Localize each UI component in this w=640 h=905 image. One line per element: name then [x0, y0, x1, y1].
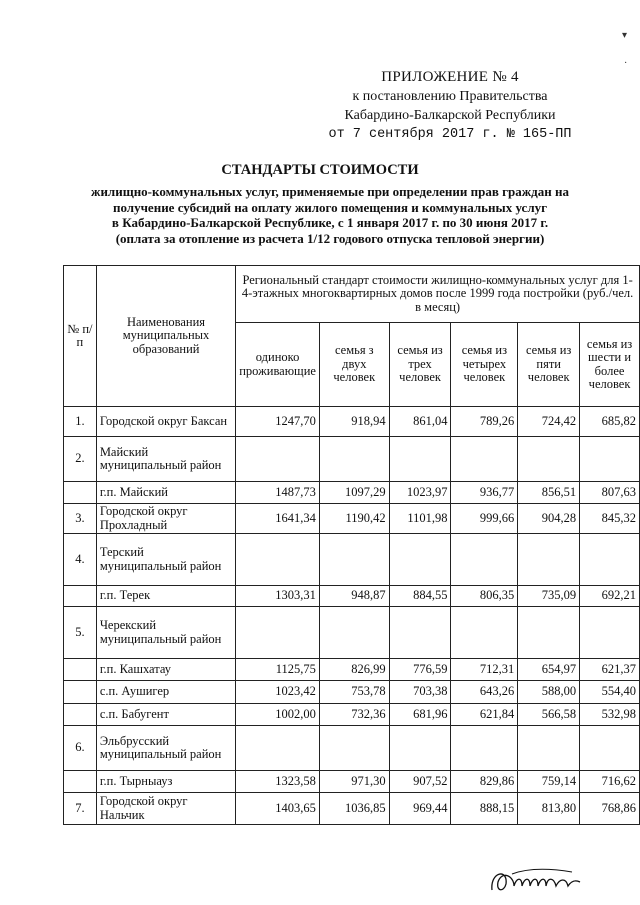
cost-value: 888,15 [451, 793, 518, 825]
document-subtitle [40, 184, 620, 246]
row-number: 1. [64, 407, 97, 437]
appendix-number: ПРИЛОЖЕНИЕ № 4 [381, 69, 519, 85]
cost-value [580, 726, 640, 771]
document-title: СТАНДАРТЫ СТОИМОСТИ [221, 162, 419, 178]
cost-value [580, 607, 640, 659]
cost-value [236, 437, 320, 482]
header-single: одиноко проживающие [236, 323, 320, 407]
cost-value [389, 726, 451, 771]
table-row [64, 681, 640, 704]
table-row [64, 607, 640, 659]
municipality-name: Городской округ Нальчик [96, 793, 235, 825]
row-number: 7. [64, 793, 97, 825]
cost-value [580, 534, 640, 586]
cost-value: 1323,58 [236, 771, 320, 793]
table-row [64, 726, 640, 771]
cost-value: 1101,98 [389, 504, 451, 534]
header-family-5: семья из пяти человек [518, 323, 580, 407]
appendix-header [300, 68, 600, 144]
table-body [64, 407, 640, 825]
municipality-name: г.п. Кашхатау [96, 659, 235, 681]
row-number [64, 586, 97, 607]
table-row [64, 504, 640, 534]
subtitle-line: (оплата за отопление из расчета 1/12 годового отпуска тепловой энергии) [115, 230, 545, 246]
municipality-name: г.п. Терек [96, 586, 235, 607]
cost-value: 826,99 [319, 659, 389, 681]
cost-value: 735,09 [518, 586, 580, 607]
municipality-name: г.п. Майский [96, 482, 235, 504]
municipality-name: Городской округ Баксан [96, 407, 235, 437]
header-family-6: семья из шести и более человек [580, 323, 640, 407]
row-number: 6. [64, 726, 97, 771]
cost-value: 643,26 [451, 681, 518, 704]
cost-value [451, 437, 518, 482]
row-number [64, 659, 97, 681]
cost-value: 768,86 [580, 793, 640, 825]
cost-value [389, 534, 451, 586]
row-number [64, 681, 97, 704]
cost-value: 904,28 [518, 504, 580, 534]
scan-mark: ▾ [622, 30, 628, 41]
cost-value: 918,94 [319, 407, 389, 437]
municipality-name: с.п. Бабугент [96, 704, 235, 726]
cost-value [451, 607, 518, 659]
cost-value: 971,30 [319, 771, 389, 793]
row-number: 2. [64, 437, 97, 482]
cost-value: 654,97 [518, 659, 580, 681]
cost-value: 845,32 [580, 504, 640, 534]
row-number: 3. [64, 504, 97, 534]
table-row [64, 482, 640, 504]
cost-value: 621,37 [580, 659, 640, 681]
cost-value: 1097,29 [319, 482, 389, 504]
table-row [64, 586, 640, 607]
cost-value: 936,77 [451, 482, 518, 504]
cost-value: 1036,85 [319, 793, 389, 825]
municipality-name: Терский муниципальный район [96, 534, 235, 586]
row-number [64, 704, 97, 726]
cost-value: 685,82 [580, 407, 640, 437]
cost-value [236, 726, 320, 771]
cost-value: 532,98 [580, 704, 640, 726]
cost-value: 861,04 [389, 407, 451, 437]
cost-value: 1190,42 [319, 504, 389, 534]
cost-value: 829,86 [451, 771, 518, 793]
header-num: № п/п [64, 266, 97, 407]
subtitle-line: жилищно-коммунальных услуг, применяемые при определении прав граждан на [91, 184, 569, 199]
cost-value [319, 437, 389, 482]
row-number: 4. [64, 534, 97, 586]
cost-value: 1487,73 [236, 482, 320, 504]
municipality-name: Майский муниципальный район [96, 437, 235, 482]
municipality-name: Городской округ Прохладный [96, 504, 235, 534]
row-number [64, 482, 97, 504]
header-regional-standard: Региональный стандарт стоимости жилищно-коммунальных услуг для 1-4-этажных многоквартирных домов после 1999 года постройки (руб./чел. в месяц) [236, 266, 640, 323]
table-row [64, 437, 640, 482]
cost-value [319, 534, 389, 586]
cost-value: 807,63 [580, 482, 640, 504]
cost-value [580, 437, 640, 482]
cost-value: 759,14 [518, 771, 580, 793]
header-family-3: семья из трех человек [389, 323, 451, 407]
cost-value: 588,00 [518, 681, 580, 704]
subtitle-line: получение субсидий на оплату жилого помещения и коммунальных услуг [112, 199, 548, 215]
cost-value: 789,26 [451, 407, 518, 437]
cost-value: 554,40 [580, 681, 640, 704]
cost-value: 1247,70 [236, 407, 320, 437]
table-row [64, 771, 640, 793]
cost-value: 1641,34 [236, 504, 320, 534]
cost-value: 716,62 [580, 771, 640, 793]
table-row [64, 407, 640, 437]
header-family-4: семья из четырех человек [451, 323, 518, 407]
table-row [64, 793, 640, 825]
cost-value: 856,51 [518, 482, 580, 504]
cost-value: 692,21 [580, 586, 640, 607]
cost-value: 724,42 [518, 407, 580, 437]
subtitle-line: в Кабардино-Балкарской Республике, с 1 января 2017 г. по 30 июня 2017 г. [111, 215, 549, 230]
cost-value [518, 607, 580, 659]
cost-value [451, 534, 518, 586]
cost-value [518, 437, 580, 482]
municipality-name: с.п. Аушигер [96, 681, 235, 704]
cost-value: 1002,00 [236, 704, 320, 726]
row-number [64, 771, 97, 793]
appendix-date: от 7 сентября 2017 г. № 165-ПП [328, 127, 572, 142]
cost-value: 884,55 [389, 586, 451, 607]
cost-value [451, 726, 518, 771]
cost-value: 999,66 [451, 504, 518, 534]
cost-value [518, 534, 580, 586]
row-number: 5. [64, 607, 97, 659]
municipality-name: Эльбрусский муниципальный район [96, 726, 235, 771]
table-row [64, 659, 640, 681]
cost-value: 907,52 [389, 771, 451, 793]
cost-value: 1125,75 [236, 659, 320, 681]
table-row [64, 704, 640, 726]
cost-value: 813,80 [518, 793, 580, 825]
cost-value: 732,36 [319, 704, 389, 726]
cost-value: 1023,97 [389, 482, 451, 504]
signature [488, 862, 584, 898]
cost-value: 681,96 [389, 704, 451, 726]
cost-value: 969,44 [389, 793, 451, 825]
cost-value [319, 607, 389, 659]
cost-value: 1023,42 [236, 681, 320, 704]
cost-value [236, 607, 320, 659]
cost-value: 712,31 [451, 659, 518, 681]
municipality-name: Черекский муниципальный район [96, 607, 235, 659]
cost-value: 1303,31 [236, 586, 320, 607]
municipality-name: г.п. Тырныауз [96, 771, 235, 793]
cost-value [236, 534, 320, 586]
appendix-line-2: Кабардино-Балкарской Республики [344, 108, 556, 123]
header-family-2: семья з двух человек [319, 323, 389, 407]
cost-value: 806,35 [451, 586, 518, 607]
header-municipality: Наименования муниципальных образований [96, 266, 235, 407]
scan-mark: · [624, 58, 628, 69]
cost-value: 621,84 [451, 704, 518, 726]
cost-value: 703,38 [389, 681, 451, 704]
cost-value [319, 726, 389, 771]
cost-value [389, 607, 451, 659]
cost-value: 566,58 [518, 704, 580, 726]
cost-value: 1403,65 [236, 793, 320, 825]
cost-value: 776,59 [389, 659, 451, 681]
table-row [64, 534, 640, 586]
cost-standards-table [63, 265, 640, 825]
cost-value [518, 726, 580, 771]
cost-value [389, 437, 451, 482]
cost-value: 753,78 [319, 681, 389, 704]
appendix-line-1: к постановлению Правительства [352, 89, 548, 104]
cost-value: 948,87 [319, 586, 389, 607]
